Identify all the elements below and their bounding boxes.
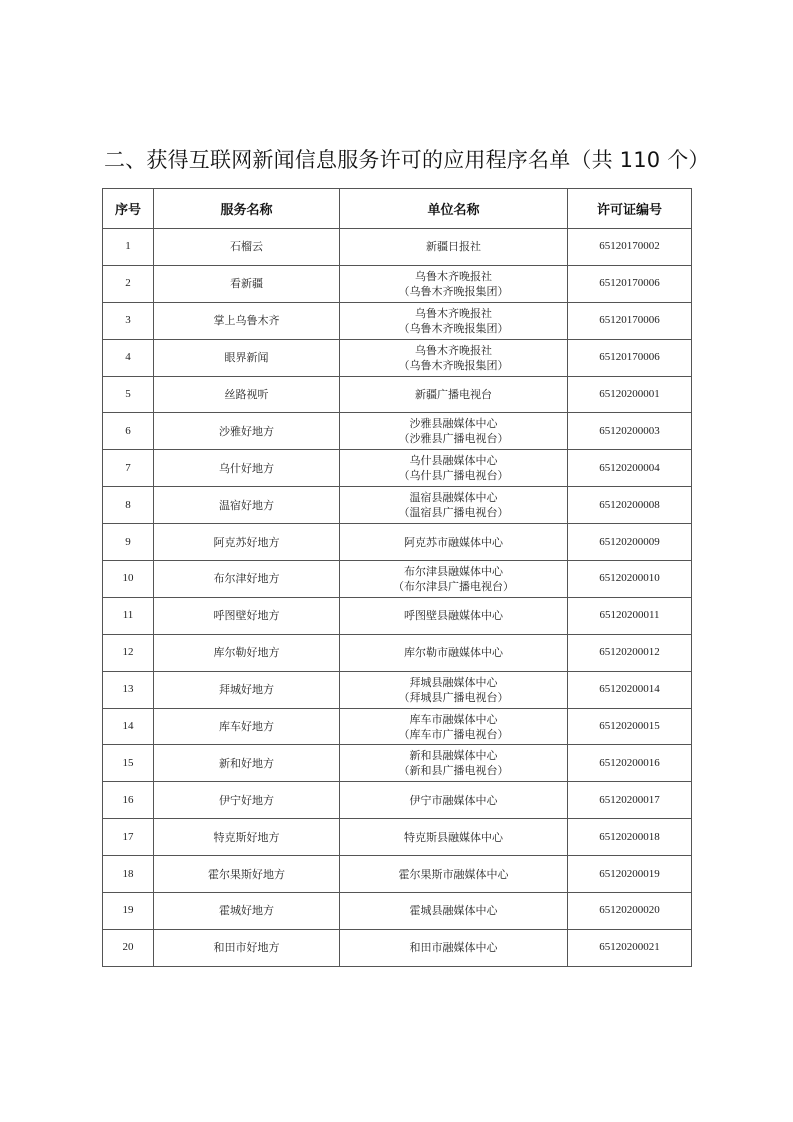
table-row (103, 413, 692, 450)
table-row (103, 634, 692, 671)
unit-name-line: 特克斯县融媒体中心 (404, 830, 503, 844)
cell-service-name: 伊宁好地方 (154, 782, 340, 819)
table-row (103, 561, 692, 598)
cell-no: 16 (103, 782, 154, 819)
cell-no: 12 (103, 634, 154, 671)
unit-name-line: 乌什县融媒体中心 (409, 454, 498, 468)
cell-service-name: 新和好地方 (154, 745, 340, 782)
cell-unit-name (340, 524, 568, 561)
cell-no: 5 (103, 376, 154, 413)
unit-name-line: 温宿县融媒体中心 (409, 491, 498, 505)
cell-unit-name (340, 856, 568, 893)
unit-name-line: （温宿县广播电视台） (398, 506, 509, 520)
cell-no: 4 (103, 339, 154, 376)
cell-unit-name (340, 302, 568, 339)
cell-unit-name (340, 339, 568, 376)
unit-name-line: 阿克苏市融媒体中心 (404, 535, 503, 549)
cell-license-number: 65120200018 (568, 819, 692, 856)
unit-name-line: （库车市广播电视台） (398, 727, 509, 741)
cell-service-name: 布尔津好地方 (154, 561, 340, 598)
table-row (103, 524, 692, 561)
cell-no: 20 (103, 929, 154, 966)
cell-license-number: 65120200010 (568, 561, 692, 598)
cell-no: 1 (103, 229, 154, 266)
cell-license-number: 65120200009 (568, 524, 692, 561)
cell-service-name: 库尔勒好地方 (154, 634, 340, 671)
cell-license-number: 65120200021 (568, 929, 692, 966)
cell-service-name: 和田市好地方 (154, 929, 340, 966)
cell-service-name: 看新疆 (154, 265, 340, 302)
cell-no: 15 (103, 745, 154, 782)
cell-service-name: 乌什好地方 (154, 450, 340, 487)
cell-unit-name (340, 229, 568, 266)
unit-name-line: 霍城县融媒体中心 (409, 904, 498, 918)
cell-service-name: 温宿好地方 (154, 487, 340, 524)
unit-name-line: 布尔津县融媒体中心 (404, 564, 503, 578)
cell-license-number: 65120200004 (568, 450, 692, 487)
cell-no: 3 (103, 302, 154, 339)
unit-name-line: 和田市融媒体中心 (409, 941, 498, 955)
table-row (103, 376, 692, 413)
cell-service-name: 丝路视听 (154, 376, 340, 413)
table-row (103, 893, 692, 930)
cell-no: 18 (103, 856, 154, 893)
header-unit-name: 单位名称 (340, 189, 568, 229)
cell-no: 13 (103, 671, 154, 708)
header-license-number: 许可证编号 (568, 189, 692, 229)
cell-license-number: 65120200017 (568, 782, 692, 819)
header-service-name: 服务名称 (154, 189, 340, 229)
cell-unit-name (340, 819, 568, 856)
unit-name-line: （拜城县广播电视台） (398, 690, 509, 704)
cell-no: 2 (103, 265, 154, 302)
table-row (103, 302, 692, 339)
unit-name-line: 伊宁市融媒体中心 (409, 793, 498, 807)
cell-unit-name (340, 265, 568, 302)
unit-name-line: 拜城县融媒体中心 (409, 675, 498, 689)
cell-no: 7 (103, 450, 154, 487)
cell-license-number: 65120200014 (568, 671, 692, 708)
cell-license-number: 65120170006 (568, 302, 692, 339)
table-row (103, 671, 692, 708)
cell-service-name: 拜城好地方 (154, 671, 340, 708)
cell-unit-name (340, 376, 568, 413)
cell-service-name: 阿克苏好地方 (154, 524, 340, 561)
unit-name-line: 乌鲁木齐晚报社 (415, 343, 492, 357)
page-title: 二、获得互联网新闻信息服务许可的应用程序名单（共 110 个） (104, 148, 710, 172)
table-body (103, 229, 692, 967)
cell-unit-name (340, 745, 568, 782)
cell-no: 14 (103, 708, 154, 745)
unit-name-line: （布尔津县广播电视台） (393, 579, 514, 593)
cell-no: 19 (103, 893, 154, 930)
cell-license-number: 65120200015 (568, 708, 692, 745)
unit-name-line: （乌鲁木齐晚报集团） (398, 358, 509, 372)
cell-service-name: 霍城好地方 (154, 893, 340, 930)
cell-unit-name (340, 929, 568, 966)
cell-unit-name (340, 413, 568, 450)
unit-name-line: 沙雅县融媒体中心 (409, 417, 498, 431)
unit-name-line: 乌鲁木齐晚报社 (415, 306, 492, 320)
cell-license-number: 65120170006 (568, 265, 692, 302)
unit-name-line: 库尔勒市融媒体中心 (404, 646, 503, 660)
cell-unit-name (340, 782, 568, 819)
table-row (103, 339, 692, 376)
cell-no: 6 (103, 413, 154, 450)
unit-name-line: 呼图壁县融媒体中心 (404, 609, 503, 623)
cell-service-name: 沙雅好地方 (154, 413, 340, 450)
cell-service-name: 掌上乌鲁木齐 (154, 302, 340, 339)
unit-name-line: 新疆广播电视台 (415, 388, 492, 401)
cell-no: 11 (103, 597, 154, 634)
cell-license-number: 65120200020 (568, 893, 692, 930)
cell-license-number: 65120200012 (568, 634, 692, 671)
unit-name-line: （乌鲁木齐晚报集团） (398, 321, 509, 335)
cell-unit-name (340, 708, 568, 745)
cell-license-number: 65120200019 (568, 856, 692, 893)
unit-name-line: 新疆日报社 (426, 240, 481, 254)
cell-license-number: 65120200011 (568, 597, 692, 634)
cell-license-number: 65120200003 (568, 413, 692, 450)
table-row (103, 708, 692, 745)
cell-license-number: 65120200016 (568, 745, 692, 782)
cell-no: 8 (103, 487, 154, 524)
cell-service-name: 特克斯好地方 (154, 819, 340, 856)
cell-unit-name (340, 487, 568, 524)
unit-name-line: （乌鲁木齐晚报集团） (398, 284, 509, 298)
table-row (103, 819, 692, 856)
cell-unit-name (340, 561, 568, 598)
table-row (103, 265, 692, 302)
table-header-row (103, 189, 692, 229)
cell-unit-name (340, 597, 568, 634)
unit-name-line: （沙雅县广播电视台） (398, 432, 509, 446)
cell-license-number: 65120170002 (568, 229, 692, 266)
app-license-table (102, 188, 692, 967)
unit-name-line: 新和县融媒体中心 (409, 749, 498, 763)
unit-name-line: （新和县广播电视台） (398, 764, 509, 778)
cell-unit-name (340, 450, 568, 487)
cell-service-name: 呼图壁好地方 (154, 597, 340, 634)
cell-license-number: 65120200008 (568, 487, 692, 524)
cell-service-name: 库车好地方 (154, 708, 340, 745)
cell-no: 17 (103, 819, 154, 856)
table-row (103, 856, 692, 893)
cell-service-name: 眼界新闻 (154, 339, 340, 376)
unit-name-line: 乌鲁木齐晚报社 (415, 269, 492, 283)
table-row (103, 487, 692, 524)
table-row (103, 229, 692, 266)
table-row (103, 450, 692, 487)
cell-unit-name (340, 634, 568, 671)
cell-service-name: 霍尔果斯好地方 (154, 856, 340, 893)
header-no: 序号 (103, 189, 154, 229)
cell-no: 10 (103, 561, 154, 598)
cell-license-number: 65120200001 (568, 376, 692, 413)
cell-license-number: 65120170006 (568, 339, 692, 376)
cell-no: 9 (103, 524, 154, 561)
table-row (103, 597, 692, 634)
table-row (103, 929, 692, 966)
cell-service-name: 石榴云 (154, 229, 340, 266)
table-row (103, 782, 692, 819)
unit-name-line: （乌什县广播电视台） (398, 469, 509, 483)
unit-name-line: 库车市融媒体中心 (409, 712, 498, 726)
unit-name-line: 霍尔果斯市融媒体中心 (398, 867, 509, 881)
table-row (103, 745, 692, 782)
cell-unit-name (340, 671, 568, 708)
cell-unit-name (340, 893, 568, 930)
